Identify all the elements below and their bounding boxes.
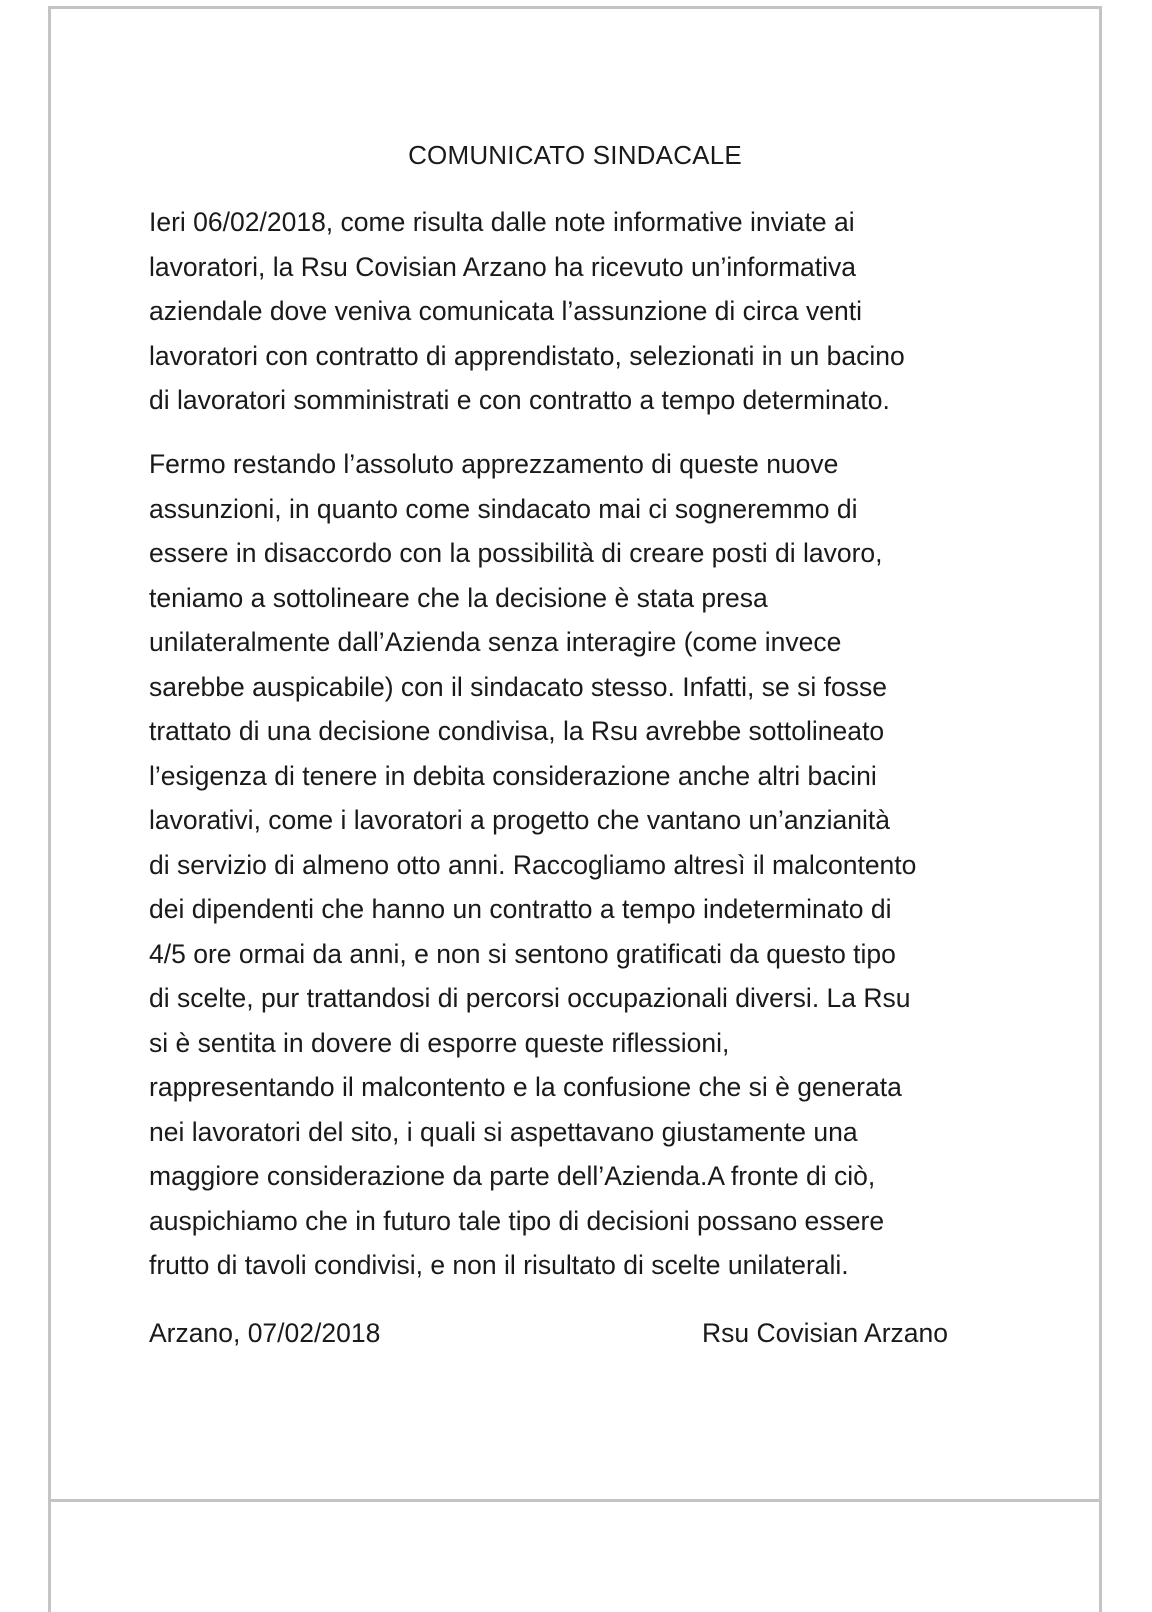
paragraph-line: teniamo a sottolineare che la decisione è stata presa <box>149 582 768 613</box>
paragraph-1 <box>149 200 1049 423</box>
paragraph-line: di servizio di almeno otto anni. Raccogliamo altresì il malcontento <box>149 849 917 880</box>
paragraph-line: di scelte, pur trattandosi di percorsi occupazionali diversi. La Rsu <box>149 983 911 1013</box>
paragraph-line: essere in disaccordo con la possibilità di creare posti di lavoro, <box>149 538 883 568</box>
paragraph-line: assunzioni, in quanto come sindacato mai ci sogneremmo di <box>149 493 858 524</box>
paragraph-line: aziendale dove veniva comunicata l’assunzione di circa venti <box>149 296 862 326</box>
paragraph-line: lavoratori, la Rsu Covisian Arzano ha ricevuto un’informativa <box>149 251 856 282</box>
paragraph-line: Ieri 06/02/2018, come risulta dalle note informative inviate ai <box>149 207 855 237</box>
paragraph-line: unilateralmente dall’Azienda senza interagire (come invece <box>149 627 842 657</box>
paragraph-line: frutto di tavoli condivisi, e non il risultato di scelte unilaterali. <box>149 1250 849 1280</box>
paragraph-line: nei lavoratori del sito, i quali si aspettavano giustamente una <box>149 1116 858 1147</box>
paragraph-line: dei dipendenti che hanno un contratto a tempo indeterminato di <box>149 894 892 924</box>
paragraph-2 <box>149 442 1049 1288</box>
paragraph-line: si è sentita in dovere di esporre queste riflessioni, <box>149 1027 730 1058</box>
paragraph-line: auspichiamo che in futuro tale tipo di decisioni possano essere <box>149 1205 885 1236</box>
paragraph-line: l’esigenza di tenere in debita considerazione anche altri bacini <box>149 760 877 791</box>
paragraph-line: trattato di una decisione condivisa, la Rsu avrebbe sottolineato <box>149 716 885 746</box>
document-title: COMUNICATO SINDACALE <box>408 140 742 170</box>
next-page <box>48 1502 1102 1612</box>
document-page <box>48 6 1102 1502</box>
paragraph-line: di lavoratori somministrati e con contratto a tempo determinato. <box>149 385 890 415</box>
place-date: Arzano, 07/02/2018 <box>149 1318 381 1348</box>
paragraph-line: Fermo restando l’assoluto apprezzamento di queste nuove <box>149 449 839 479</box>
paragraph-line: rappresentando il malcontento e la confusione che si è generata <box>149 1072 902 1102</box>
paragraph-line: sarebbe auspicabile) con il sindacato stesso. Infatti, se si fosse <box>149 671 887 702</box>
paragraph-line: maggiore considerazione da parte dell’Azienda.A fronte di ciò, <box>149 1161 876 1191</box>
paragraph-line: lavoratori con contratto di apprendistato, selezionati in un bacino <box>149 340 905 371</box>
signature: Rsu Covisian Arzano <box>702 1318 948 1348</box>
paragraph-line: lavorativi, come i lavoratori a progetto che vantano un’anzianità <box>149 805 890 835</box>
paragraph-line: 4/5 ore ormai da anni, e non si sentono gratificati da questo tipo <box>149 938 896 969</box>
